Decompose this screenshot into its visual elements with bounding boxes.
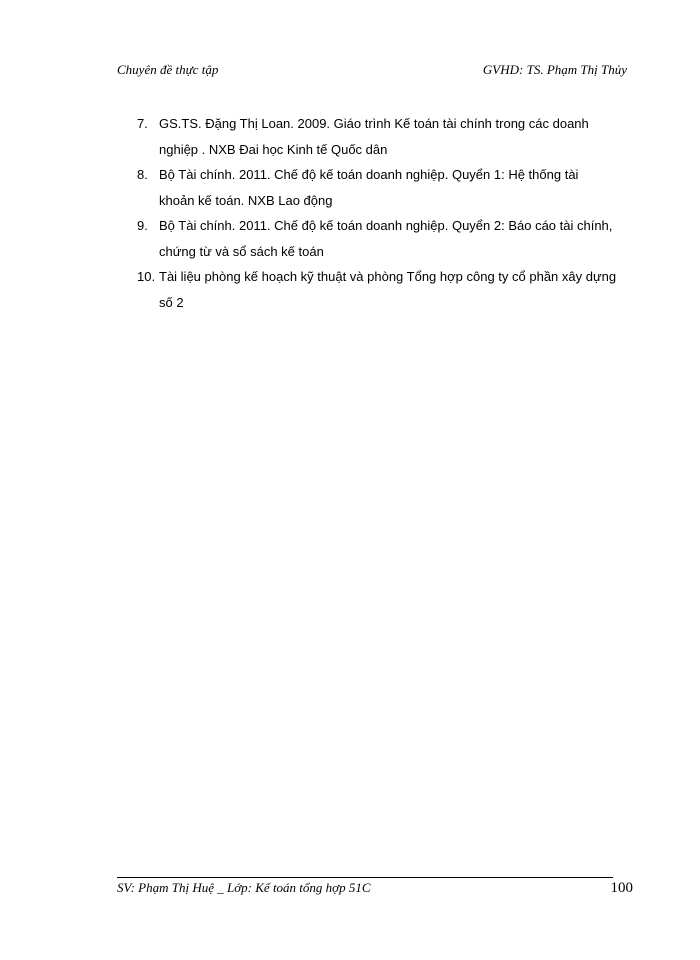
reference-item [137,162,617,213]
reference-text: Bộ Tài chính. 2011. Chế độ kế toán doanh nghiệp. Quyển 2: Báo cáo tài chính, chứng từ và sổ sách kế toán [159,218,613,259]
reference-number: 8. [137,167,148,182]
reference-list [137,111,617,315]
reference-text: Tài liệu phòng kế hoạch kỹ thuật và phòng Tổng hợp công ty cổ phần xây dựng số 2 [159,269,617,310]
page-number: 100 [610,880,633,896]
reference-item [137,213,617,264]
header-document-title: Chuyên đề thực tập [117,62,219,77]
footer-divider [117,877,613,878]
footer-student-info: SV: Phạm Thị Huệ _ Lớp: Kế toán tổng hợp 51C [117,880,371,895]
reference-text: Bộ Tài chính. 2011. Chế độ kế toán doanh nghiệp. Quyển 1: Hệ thống tài khoản kế toán. NXB Lao động [159,167,579,208]
reference-item [137,264,617,315]
reference-text: GS.TS. Đặng Thị Loan. 2009. Giáo trình Kế toán tài chính trong các doanh nghiệp . NXB Đai học Kinh tế Quốc dân [159,116,589,157]
reference-number: 9. [137,218,148,233]
reference-number: 7. [137,116,148,131]
page-footer [117,880,633,900]
reference-item [137,111,617,162]
page-header [117,62,627,86]
header-supervisor: GVHD: TS. Phạm Thị Thủy [482,62,627,77]
reference-number: 10. [137,269,156,284]
